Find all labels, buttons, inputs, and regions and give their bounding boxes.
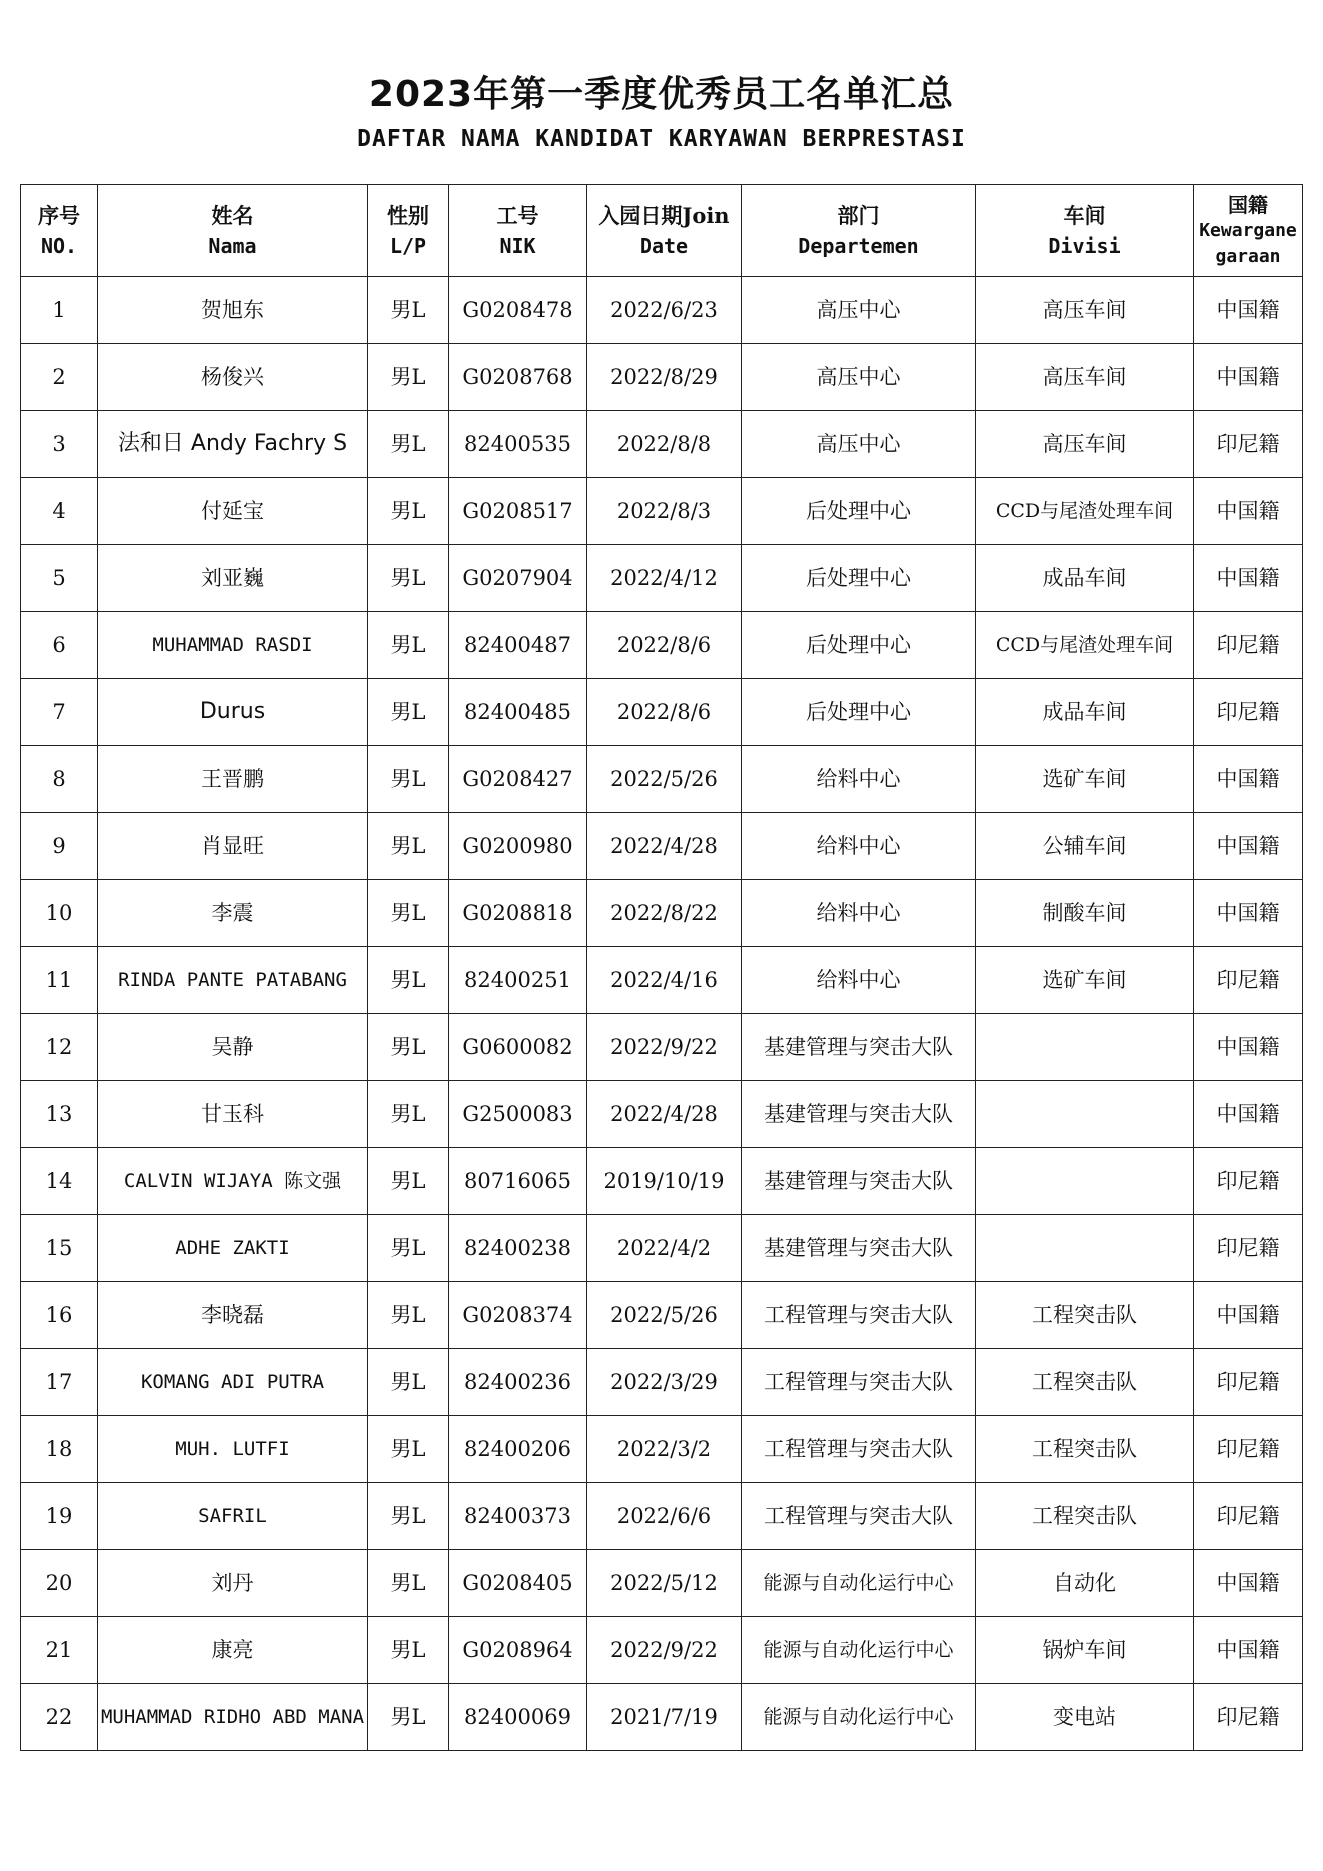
cell-gender: 男L bbox=[368, 1215, 449, 1282]
cell-nationality: 中国籍 bbox=[1194, 545, 1303, 612]
cell-gender: 男L bbox=[368, 612, 449, 679]
cell-name: ADHE ZAKTI bbox=[98, 1215, 368, 1282]
cell-join-date: 2021/7/19 bbox=[587, 1684, 742, 1751]
cell-join-date: 2022/8/8 bbox=[587, 411, 742, 478]
cell-nationality: 中国籍 bbox=[1194, 880, 1303, 947]
cell-no: 11 bbox=[21, 947, 98, 1014]
cell-no: 21 bbox=[21, 1617, 98, 1684]
cell-division: 选矿车间 bbox=[976, 746, 1194, 813]
cell-gender: 男L bbox=[368, 545, 449, 612]
cell-name: 王晋鹏 bbox=[98, 746, 368, 813]
cell-nik: G0208374 bbox=[449, 1282, 587, 1349]
header-division: 车间 Divisi bbox=[976, 185, 1194, 277]
cell-division: 工程突击队 bbox=[976, 1282, 1194, 1349]
cell-department: 工程管理与突击大队 bbox=[742, 1349, 976, 1416]
cell-no: 5 bbox=[21, 545, 98, 612]
cell-division: 高压车间 bbox=[976, 411, 1194, 478]
cell-nationality: 中国籍 bbox=[1194, 344, 1303, 411]
cell-name: 李震 bbox=[98, 880, 368, 947]
table-row bbox=[21, 746, 1303, 813]
cell-no: 10 bbox=[21, 880, 98, 947]
cell-nationality: 中国籍 bbox=[1194, 1617, 1303, 1684]
cell-name: 刘亚巍 bbox=[98, 545, 368, 612]
cell-name: 贺旭东 bbox=[98, 277, 368, 344]
cell-nik: 82400373 bbox=[449, 1483, 587, 1550]
cell-no: 12 bbox=[21, 1014, 98, 1081]
cell-gender: 男L bbox=[368, 1148, 449, 1215]
table-row bbox=[21, 1215, 1303, 1282]
cell-nationality: 中国籍 bbox=[1194, 1081, 1303, 1148]
cell-join-date: 2022/9/22 bbox=[587, 1014, 742, 1081]
cell-nationality: 印尼籍 bbox=[1194, 1215, 1303, 1282]
cell-nationality: 印尼籍 bbox=[1194, 1148, 1303, 1215]
cell-department: 基建管理与突击大队 bbox=[742, 1215, 976, 1282]
cell-department: 基建管理与突击大队 bbox=[742, 1014, 976, 1081]
cell-nationality: 印尼籍 bbox=[1194, 612, 1303, 679]
cell-name: 李晓磊 bbox=[98, 1282, 368, 1349]
cell-gender: 男L bbox=[368, 947, 449, 1014]
cell-department: 工程管理与突击大队 bbox=[742, 1416, 976, 1483]
table-row bbox=[21, 1483, 1303, 1550]
cell-no: 3 bbox=[21, 411, 98, 478]
cell-name: 法和日 Andy Fachry S bbox=[98, 411, 368, 478]
cell-nik: 80716065 bbox=[449, 1148, 587, 1215]
table-header-row bbox=[21, 185, 1303, 277]
table-row bbox=[21, 1416, 1303, 1483]
cell-nationality: 中国籍 bbox=[1194, 1014, 1303, 1081]
employee-table bbox=[20, 184, 1303, 1751]
cell-department: 后处理中心 bbox=[742, 478, 976, 545]
cell-join-date: 2022/9/22 bbox=[587, 1617, 742, 1684]
cell-division bbox=[976, 1215, 1194, 1282]
cell-department: 高压中心 bbox=[742, 344, 976, 411]
header-gender: 性别 L/P bbox=[368, 185, 449, 277]
table-row bbox=[21, 1550, 1303, 1617]
cell-name: MUH. LUTFI bbox=[98, 1416, 368, 1483]
cell-division bbox=[976, 1081, 1194, 1148]
cell-join-date: 2022/6/6 bbox=[587, 1483, 742, 1550]
cell-name: 肖显旺 bbox=[98, 813, 368, 880]
cell-nationality: 中国籍 bbox=[1194, 1550, 1303, 1617]
header-department: 部门 Departemen bbox=[742, 185, 976, 277]
cell-division: 成品车间 bbox=[976, 545, 1194, 612]
cell-department: 高压中心 bbox=[742, 277, 976, 344]
cell-nik: G0600082 bbox=[449, 1014, 587, 1081]
table-row bbox=[21, 947, 1303, 1014]
header-join-date: 入园日期Join Date bbox=[587, 185, 742, 277]
cell-division: 公辅车间 bbox=[976, 813, 1194, 880]
header-nationality: 国籍 Kewarganegaraan bbox=[1194, 185, 1303, 277]
cell-nationality: 印尼籍 bbox=[1194, 947, 1303, 1014]
table-row bbox=[21, 344, 1303, 411]
cell-division: 成品车间 bbox=[976, 679, 1194, 746]
cell-department: 基建管理与突击大队 bbox=[742, 1081, 976, 1148]
cell-nik: 82400069 bbox=[449, 1684, 587, 1751]
cell-department: 工程管理与突击大队 bbox=[742, 1282, 976, 1349]
cell-nik: 82400236 bbox=[449, 1349, 587, 1416]
cell-no: 18 bbox=[21, 1416, 98, 1483]
cell-division: 工程突击队 bbox=[976, 1483, 1194, 1550]
cell-department: 工程管理与突击大队 bbox=[742, 1483, 976, 1550]
table-row bbox=[21, 1684, 1303, 1751]
cell-join-date: 2022/5/12 bbox=[587, 1550, 742, 1617]
cell-join-date: 2022/4/28 bbox=[587, 1081, 742, 1148]
cell-no: 19 bbox=[21, 1483, 98, 1550]
page-title: 2023年第一季度优秀员工名单汇总 bbox=[368, 74, 955, 115]
cell-no: 15 bbox=[21, 1215, 98, 1282]
cell-name: 吴静 bbox=[98, 1014, 368, 1081]
cell-nik: G0208818 bbox=[449, 880, 587, 947]
table-row bbox=[21, 813, 1303, 880]
cell-name: SAFRIL bbox=[98, 1483, 368, 1550]
cell-join-date: 2022/4/16 bbox=[587, 947, 742, 1014]
cell-join-date: 2022/3/2 bbox=[587, 1416, 742, 1483]
cell-department: 给料中心 bbox=[742, 813, 976, 880]
cell-join-date: 2022/8/6 bbox=[587, 612, 742, 679]
cell-join-date: 2022/8/6 bbox=[587, 679, 742, 746]
cell-nationality: 中国籍 bbox=[1194, 1282, 1303, 1349]
cell-division: 工程突击队 bbox=[976, 1416, 1194, 1483]
cell-name: Durus bbox=[98, 679, 368, 746]
cell-nationality: 印尼籍 bbox=[1194, 1349, 1303, 1416]
cell-join-date: 2022/4/12 bbox=[587, 545, 742, 612]
cell-nik: G0200980 bbox=[449, 813, 587, 880]
cell-nik: 82400485 bbox=[449, 679, 587, 746]
cell-no: 14 bbox=[21, 1148, 98, 1215]
table-row bbox=[21, 1617, 1303, 1684]
cell-join-date: 2022/4/28 bbox=[587, 813, 742, 880]
cell-join-date: 2019/10/19 bbox=[587, 1148, 742, 1215]
cell-join-date: 2022/8/3 bbox=[587, 478, 742, 545]
cell-gender: 男L bbox=[368, 344, 449, 411]
cell-division: 工程突击队 bbox=[976, 1349, 1194, 1416]
cell-no: 17 bbox=[21, 1349, 98, 1416]
cell-name: 甘玉科 bbox=[98, 1081, 368, 1148]
cell-nik: 82400251 bbox=[449, 947, 587, 1014]
cell-join-date: 2022/6/23 bbox=[587, 277, 742, 344]
table-row bbox=[21, 612, 1303, 679]
cell-division: 锅炉车间 bbox=[976, 1617, 1194, 1684]
cell-department: 基建管理与突击大队 bbox=[742, 1148, 976, 1215]
cell-gender: 男L bbox=[368, 1282, 449, 1349]
table-row bbox=[21, 1349, 1303, 1416]
cell-department: 能源与自动化运行中心 bbox=[742, 1684, 976, 1751]
cell-division: 选矿车间 bbox=[976, 947, 1194, 1014]
header-nik: 工号 NIK bbox=[449, 185, 587, 277]
cell-division: 高压车间 bbox=[976, 344, 1194, 411]
cell-name: 杨俊兴 bbox=[98, 344, 368, 411]
cell-department: 给料中心 bbox=[742, 947, 976, 1014]
cell-nik: 82400535 bbox=[449, 411, 587, 478]
cell-gender: 男L bbox=[368, 1416, 449, 1483]
cell-nationality: 中国籍 bbox=[1194, 478, 1303, 545]
cell-nik: G0208517 bbox=[449, 478, 587, 545]
cell-division: CCD与尾渣处理车间 bbox=[976, 478, 1194, 545]
cell-division bbox=[976, 1148, 1194, 1215]
cell-department: 能源与自动化运行中心 bbox=[742, 1550, 976, 1617]
cell-no: 20 bbox=[21, 1550, 98, 1617]
cell-no: 7 bbox=[21, 679, 98, 746]
cell-gender: 男L bbox=[368, 1483, 449, 1550]
cell-gender: 男L bbox=[368, 1014, 449, 1081]
cell-join-date: 2022/4/2 bbox=[587, 1215, 742, 1282]
cell-no: 22 bbox=[21, 1684, 98, 1751]
cell-nationality: 中国籍 bbox=[1194, 746, 1303, 813]
table-row bbox=[21, 1014, 1303, 1081]
cell-gender: 男L bbox=[368, 679, 449, 746]
cell-gender: 男L bbox=[368, 1684, 449, 1751]
cell-nationality: 印尼籍 bbox=[1194, 1416, 1303, 1483]
cell-gender: 男L bbox=[368, 411, 449, 478]
page-subtitle: DAFTAR NAMA KANDIDAT KARYAWAN BERPRESTASI bbox=[357, 126, 966, 152]
cell-gender: 男L bbox=[368, 1617, 449, 1684]
cell-nik: G0208427 bbox=[449, 746, 587, 813]
cell-nik: G0208768 bbox=[449, 344, 587, 411]
cell-division: 制酸车间 bbox=[976, 880, 1194, 947]
cell-nationality: 印尼籍 bbox=[1194, 411, 1303, 478]
cell-division: 高压车间 bbox=[976, 277, 1194, 344]
cell-division bbox=[976, 1014, 1194, 1081]
cell-gender: 男L bbox=[368, 813, 449, 880]
cell-join-date: 2022/8/22 bbox=[587, 880, 742, 947]
cell-gender: 男L bbox=[368, 277, 449, 344]
cell-nationality: 印尼籍 bbox=[1194, 1684, 1303, 1751]
table-row bbox=[21, 880, 1303, 947]
cell-name: 康亮 bbox=[98, 1617, 368, 1684]
cell-department: 给料中心 bbox=[742, 880, 976, 947]
cell-nik: 82400206 bbox=[449, 1416, 587, 1483]
table-row bbox=[21, 1148, 1303, 1215]
cell-nationality: 中国籍 bbox=[1194, 277, 1303, 344]
cell-name: MUHAMMAD RIDHO ABD MANA bbox=[98, 1684, 368, 1751]
header-name: 姓名 Nama bbox=[98, 185, 368, 277]
cell-name: MUHAMMAD RASDI bbox=[98, 612, 368, 679]
table-row bbox=[21, 478, 1303, 545]
cell-department: 高压中心 bbox=[742, 411, 976, 478]
cell-gender: 男L bbox=[368, 1081, 449, 1148]
cell-no: 9 bbox=[21, 813, 98, 880]
cell-nik: 82400487 bbox=[449, 612, 587, 679]
cell-name: 付延宝 bbox=[98, 478, 368, 545]
cell-join-date: 2022/5/26 bbox=[587, 1282, 742, 1349]
cell-nationality: 印尼籍 bbox=[1194, 679, 1303, 746]
table-row bbox=[21, 545, 1303, 612]
cell-gender: 男L bbox=[368, 746, 449, 813]
cell-gender: 男L bbox=[368, 880, 449, 947]
cell-department: 给料中心 bbox=[742, 746, 976, 813]
table-row bbox=[21, 411, 1303, 478]
table-row bbox=[21, 1081, 1303, 1148]
cell-nik: 82400238 bbox=[449, 1215, 587, 1282]
cell-nationality: 印尼籍 bbox=[1194, 1483, 1303, 1550]
cell-department: 后处理中心 bbox=[742, 679, 976, 746]
cell-no: 4 bbox=[21, 478, 98, 545]
cell-department: 能源与自动化运行中心 bbox=[742, 1617, 976, 1684]
cell-nik: G0208964 bbox=[449, 1617, 587, 1684]
cell-nationality: 中国籍 bbox=[1194, 813, 1303, 880]
cell-nik: G2500083 bbox=[449, 1081, 587, 1148]
cell-join-date: 2022/3/29 bbox=[587, 1349, 742, 1416]
cell-name: CALVIN WIJAYA 陈文强 bbox=[98, 1148, 368, 1215]
cell-department: 后处理中心 bbox=[742, 545, 976, 612]
cell-no: 1 bbox=[21, 277, 98, 344]
cell-no: 13 bbox=[21, 1081, 98, 1148]
cell-no: 6 bbox=[21, 612, 98, 679]
cell-gender: 男L bbox=[368, 478, 449, 545]
cell-department: 后处理中心 bbox=[742, 612, 976, 679]
header-no: 序号 NO. bbox=[21, 185, 98, 277]
cell-gender: 男L bbox=[368, 1550, 449, 1617]
cell-nik: G0208478 bbox=[449, 277, 587, 344]
cell-name: RINDA PANTE PATABANG bbox=[98, 947, 368, 1014]
cell-join-date: 2022/5/26 bbox=[587, 746, 742, 813]
cell-gender: 男L bbox=[368, 1349, 449, 1416]
cell-name: KOMANG ADI PUTRA bbox=[98, 1349, 368, 1416]
table-row bbox=[21, 679, 1303, 746]
cell-division: 变电站 bbox=[976, 1684, 1194, 1751]
cell-division: CCD与尾渣处理车间 bbox=[976, 612, 1194, 679]
cell-nik: G0208405 bbox=[449, 1550, 587, 1617]
cell-no: 16 bbox=[21, 1282, 98, 1349]
cell-nik: G0207904 bbox=[449, 545, 587, 612]
cell-no: 8 bbox=[21, 746, 98, 813]
table-row bbox=[21, 1282, 1303, 1349]
cell-join-date: 2022/8/29 bbox=[587, 344, 742, 411]
cell-name: 刘丹 bbox=[98, 1550, 368, 1617]
cell-no: 2 bbox=[21, 344, 98, 411]
cell-division: 自动化 bbox=[976, 1550, 1194, 1617]
table-row bbox=[21, 277, 1303, 344]
